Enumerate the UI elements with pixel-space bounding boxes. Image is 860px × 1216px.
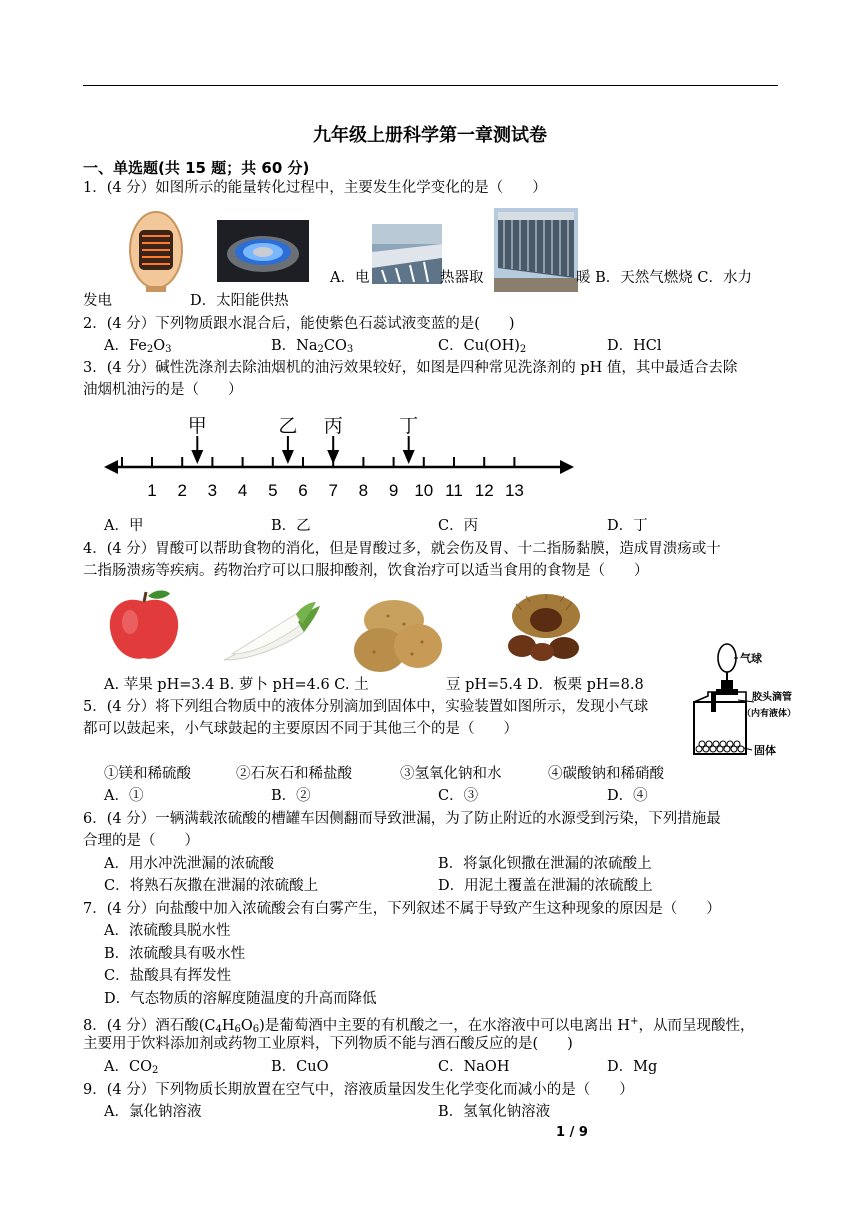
ph-number-line — [100, 410, 580, 502]
q6-option-d: D．用泥土覆盖在泄漏的浓硫酸上 — [438, 878, 653, 894]
ph-tick-label: 7 — [328, 481, 338, 500]
q1-stem: 1．(4 分）如图所示的能量转化过程中，主要发生化学变化的是（ ） — [83, 180, 547, 196]
q4-options-part2: 豆 pH=5.4 D．板栗 pH=8.8 — [446, 677, 644, 693]
page-number: 1 / 9 — [556, 1125, 588, 1140]
q7-option-c: C．盐酸具有挥发性 — [104, 968, 232, 984]
q5-option-a: A．① — [104, 788, 144, 804]
electric-heater-image — [126, 208, 186, 294]
section-heading: 一、单选题(共 15 题；共 60 分) — [83, 159, 310, 177]
q1-option-fragment-d: 发电 — [83, 293, 112, 309]
q1-option-fragment-c: 暖 B．天然气燃烧 C．水力 — [576, 270, 752, 286]
balloon-apparatus-diagram — [688, 640, 812, 764]
q1-option-fragment-b: 热器取 — [440, 270, 484, 286]
ph-tick-label: 1 — [147, 481, 157, 500]
ph-tick-label: 13 — [504, 481, 524, 500]
apple-image — [104, 588, 184, 664]
q3-stem-line1: 3．(4 分）碱性洗涤剂去除油烟机的油污效果较好，如图是四种常见洗涤剂的 pH 值，其中最适合去除 — [83, 360, 738, 376]
q2-option-a: A．$Fe_2O_3$ — [104, 338, 172, 355]
q9-option-b: B．氢氧化钠溶液 — [438, 1104, 551, 1120]
solar-water-heater-image — [494, 208, 578, 292]
q7-option-d: D．气态物质的溶解度随温度的升高而降低 — [104, 991, 377, 1007]
q6-option-b: B．将氯化钡撒在泄漏的浓硫酸上 — [438, 856, 652, 872]
q7-option-b: B．浓硫酸具有吸水性 — [104, 946, 246, 962]
ph-tick-label: 11 — [445, 481, 463, 500]
ph-tick-label: 6 — [298, 481, 308, 500]
q8-option-a: A．$CO_2$ — [104, 1059, 159, 1076]
q9-option-a: A．氯化钠溶液 — [104, 1104, 202, 1120]
label-dropper: 胶头滴管 — [752, 692, 792, 703]
ph-tick-label: 2 — [177, 481, 187, 500]
q1-option-fragment-a: A．电 — [330, 270, 370, 286]
q6-option-a: A．用水冲洗泄漏的浓硫酸 — [104, 856, 274, 872]
q7-option-a: A．浓硫酸具脱水性 — [104, 923, 231, 939]
page-title: 九年级上册科学第一章测试卷 — [313, 125, 547, 146]
q5-item-1: ①镁和稀硫酸 — [104, 766, 191, 782]
ph-marker-label: 甲 — [187, 415, 207, 437]
potato-image — [352, 596, 446, 676]
q5-stem-line1: 5．(4 分）将下列组合物质中的液体分别滴加到固体中，实验装置如图所示，发现小气球 — [83, 699, 649, 715]
gas-stove-image — [217, 220, 309, 282]
q4-stem-line2: 二指肠溃疡等疾病。药物治疗可以口服抑酸剂，饮食治疗可以适当食用的食物是（ ） — [83, 563, 649, 579]
q1-option-d: D．太阳能供热 — [190, 293, 289, 309]
ph-tick-label: 12 — [474, 481, 494, 500]
q5-item-3: ③氢氧化钠和水 — [400, 766, 502, 782]
q3-option-b: B．乙 — [271, 518, 311, 534]
q9-stem: 9．(4 分）下列物质长期放置在空气中，溶液质量因发生化学变化而减小的是（ ） — [83, 1082, 634, 1098]
q5-item-4: ④碳酸钠和稀硝酸 — [548, 766, 664, 782]
ph-tick-label: 5 — [268, 481, 278, 500]
q3-option-d: D．丁 — [607, 518, 648, 534]
ph-marker-label: 丙 — [323, 415, 343, 437]
q3-option-c: C．丙 — [438, 518, 479, 534]
q3-option-a: A．甲 — [104, 518, 144, 534]
label-solid: 固体 — [754, 744, 776, 757]
ph-marker-arrow-head — [327, 450, 339, 464]
ph-tick-label: 3 — [207, 481, 218, 500]
ph-marker-label: 丁 — [399, 415, 419, 437]
q5-stem-line2: 都可以鼓起来，小气球鼓起的主要原因不同于其他三个的是（ ） — [83, 721, 518, 737]
label-dropper-note: （内有液体） — [742, 709, 797, 719]
chestnut-image — [502, 590, 590, 662]
ph-tick-label: 10 — [414, 481, 434, 500]
ph-tick-label: 4 — [237, 481, 248, 500]
ph-tick-label: 8 — [358, 481, 369, 500]
q3-stem-line2: 油烟机油污的是（ ） — [83, 382, 243, 398]
q8-option-b: B．CuO — [271, 1059, 329, 1075]
ph-marker-arrow-head — [403, 450, 415, 464]
header-rule — [83, 85, 778, 86]
q6-option-c: C．将熟石灰撒在泄漏的浓硫酸上 — [104, 878, 319, 894]
q6-stem-line1: 6．(4 分）一辆满载浓硫酸的槽罐车因侧翻而导致泄漏，为了防止附近的水源受到污染，下列措施最 — [83, 811, 721, 827]
q4-stem-line1: 4．(4 分）胃酸可以帮助食物的消化，但是胃酸过多，就会伤及胃、十二指肠黏膜，造成胃溃疡或十 — [83, 541, 721, 557]
q2-option-c: C．$Cu(OH)_2$ — [438, 338, 527, 355]
q5-option-b: B．② — [271, 788, 311, 804]
q8-option-c: C．NaOH — [438, 1059, 510, 1075]
label-balloon: 气球 — [740, 652, 762, 665]
q5-item-2: ②石灰石和稀盐酸 — [236, 766, 352, 782]
q8-stem-line1: 8．(4 分）酒石酸$(C_4H_6O_6)$是葡萄酒中主要的有机酸之一，在水溶液中可以电离出 H+，从而呈现酸性， — [83, 1016, 755, 1035]
q5-option-d: D．④ — [607, 788, 648, 804]
q2-option-d: D．HCl — [607, 338, 662, 354]
ph-marker-label: 乙 — [278, 415, 298, 437]
hydropower-image — [372, 224, 442, 284]
ph-marker-arrow-head — [191, 450, 203, 464]
ph-marker-arrow-head — [282, 450, 294, 464]
ph-tick-label: 9 — [388, 481, 399, 500]
q4-options-part1: A. 苹果 pH=3.4 B. 萝卜 pH=4.6 C. 土 — [104, 677, 369, 693]
q2-stem: 2．(4 分）下列物质跟水混合后，能使紫色石蕊试液变蓝的是( ) — [83, 316, 515, 332]
radish-image — [218, 602, 322, 664]
q5-option-c: C．③ — [438, 788, 479, 804]
q8-option-d: D．Mg — [607, 1059, 658, 1075]
q6-stem-line2: 合理的是（ ） — [83, 833, 199, 849]
q7-stem: 7．(4 分）向盐酸中加入浓硫酸会有白雾产生，下列叙述不属于导致产生这种现象的原因是（ ） — [83, 901, 721, 917]
q8-stem-line2: 主要用于饮料添加剂或药物工业原料，下列物质不能与酒石酸反应的是( ) — [83, 1036, 573, 1052]
q2-option-b: B．$Na_2CO_3$ — [271, 338, 354, 355]
